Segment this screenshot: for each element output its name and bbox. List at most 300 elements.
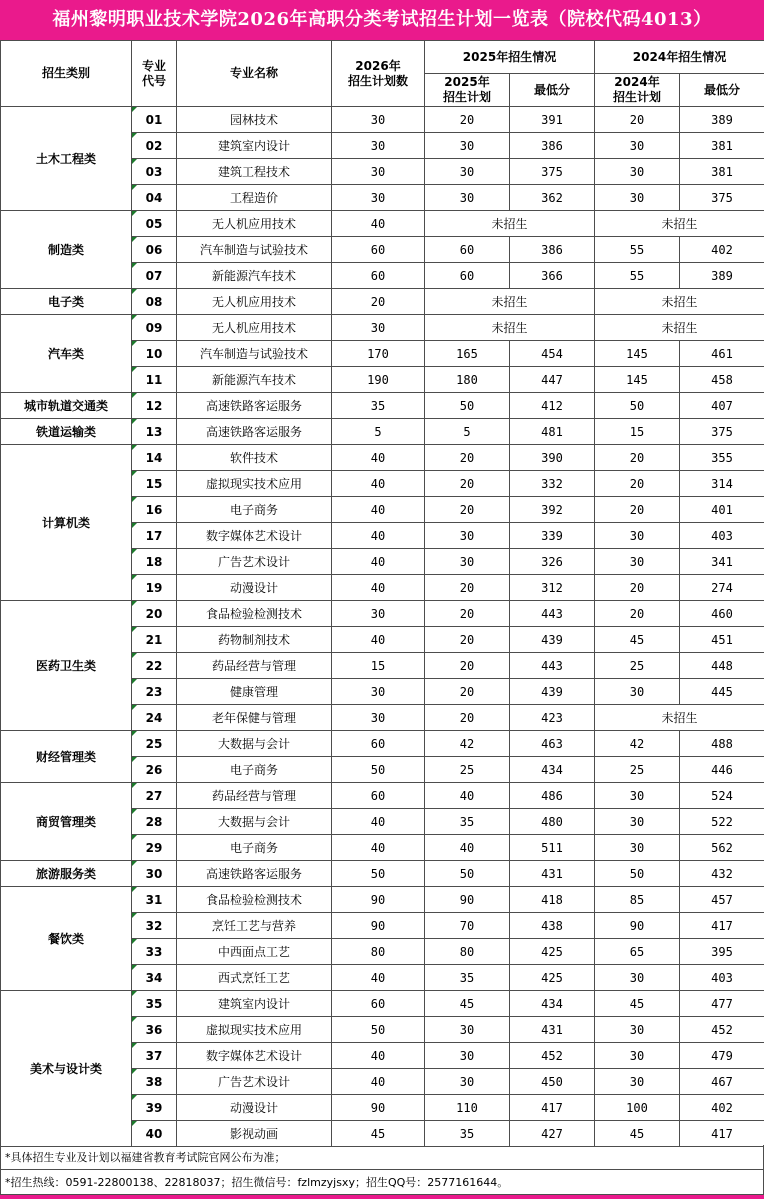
major-name: 电子商务 — [177, 757, 332, 783]
plan-2025: 30 — [425, 133, 510, 159]
min-score-2024: 402 — [680, 237, 764, 263]
min-score-2025: 412 — [510, 393, 595, 419]
not-enrolled-2024: 未招生 — [595, 211, 764, 237]
header-group-2025: 2025年招生情况 — [425, 41, 595, 74]
min-score-2024: 375 — [680, 185, 764, 211]
not-enrolled-2025: 未招生 — [425, 315, 595, 341]
header-group-2024: 2024年招生情况 — [595, 41, 764, 74]
major-code: 15 — [132, 471, 177, 497]
plan-2024: 30 — [595, 1069, 680, 1095]
table-body — [1, 107, 764, 1147]
plan-2026: 50 — [332, 757, 425, 783]
min-score-2025: 481 — [510, 419, 595, 445]
plan-2025: 20 — [425, 497, 510, 523]
plan-2025: 42 — [425, 731, 510, 757]
plan-2025: 30 — [425, 549, 510, 575]
plan-2026: 170 — [332, 341, 425, 367]
plan-2026: 40 — [332, 575, 425, 601]
major-code: 36 — [132, 1017, 177, 1043]
min-score-2024: 403 — [680, 965, 764, 991]
major-code: 11 — [132, 367, 177, 393]
major-name: 工程造价 — [177, 185, 332, 211]
min-score-2024: 451 — [680, 627, 764, 653]
plan-2026: 40 — [332, 445, 425, 471]
table-row — [1, 419, 764, 445]
category-cell: 电子类 — [1, 289, 132, 315]
plan-2025: 30 — [425, 1017, 510, 1043]
plan-2026: 20 — [332, 289, 425, 315]
major-code: 04 — [132, 185, 177, 211]
major-name: 影视动画 — [177, 1121, 332, 1147]
plan-2024: 30 — [595, 809, 680, 835]
min-score-2025: 463 — [510, 731, 595, 757]
major-name: 虚拟现实技术应用 — [177, 1017, 332, 1043]
plan-2024: 45 — [595, 991, 680, 1017]
plan-2024: 45 — [595, 1121, 680, 1147]
plan-2025: 40 — [425, 835, 510, 861]
min-score-2025: 392 — [510, 497, 595, 523]
plan-2024: 90 — [595, 913, 680, 939]
major-code: 35 — [132, 991, 177, 1017]
major-code: 08 — [132, 289, 177, 315]
plan-2026: 40 — [332, 627, 425, 653]
major-code: 07 — [132, 263, 177, 289]
plan-2024: 30 — [595, 133, 680, 159]
plan-2026: 30 — [332, 133, 425, 159]
plan-2025: 20 — [425, 575, 510, 601]
plan-2024: 20 — [595, 107, 680, 133]
major-code: 18 — [132, 549, 177, 575]
min-score-2025: 480 — [510, 809, 595, 835]
plan-2026: 35 — [332, 393, 425, 419]
plan-2024: 20 — [595, 575, 680, 601]
major-code: 30 — [132, 861, 177, 887]
min-score-2024: 417 — [680, 913, 764, 939]
plan-2025: 25 — [425, 757, 510, 783]
major-code: 33 — [132, 939, 177, 965]
plan-2026: 60 — [332, 263, 425, 289]
min-score-2024: 341 — [680, 549, 764, 575]
plan-2026: 40 — [332, 1043, 425, 1069]
min-score-2025: 386 — [510, 133, 595, 159]
category-cell: 计算机类 — [1, 445, 132, 601]
major-name: 中西面点工艺 — [177, 939, 332, 965]
not-enrolled-2024: 未招生 — [595, 315, 764, 341]
plan-2024: 30 — [595, 835, 680, 861]
major-name: 老年保健与管理 — [177, 705, 332, 731]
min-score-2025: 439 — [510, 627, 595, 653]
not-enrolled-2024: 未招生 — [595, 705, 764, 731]
plan-2025: 180 — [425, 367, 510, 393]
plan-2025: 20 — [425, 679, 510, 705]
major-name: 广告艺术设计 — [177, 549, 332, 575]
enrollment-table — [0, 40, 764, 1147]
footer-bar — [0, 1195, 764, 1199]
plan-2026: 90 — [332, 1095, 425, 1121]
plan-2024: 20 — [595, 601, 680, 627]
major-code: 02 — [132, 133, 177, 159]
min-score-2024: 522 — [680, 809, 764, 835]
min-score-2024: 407 — [680, 393, 764, 419]
plan-2025: 30 — [425, 1043, 510, 1069]
plan-2026: 40 — [332, 1069, 425, 1095]
major-name: 食品检验检测技术 — [177, 601, 332, 627]
major-name: 电子商务 — [177, 835, 332, 861]
plan-2026: 40 — [332, 835, 425, 861]
major-name: 建筑工程技术 — [177, 159, 332, 185]
plan-2026: 60 — [332, 731, 425, 757]
table-row — [1, 315, 764, 341]
major-name: 汽车制造与试验技术 — [177, 341, 332, 367]
table-row — [1, 601, 764, 627]
min-score-2025: 425 — [510, 939, 595, 965]
min-score-2025: 454 — [510, 341, 595, 367]
plan-2026: 30 — [332, 107, 425, 133]
category-cell: 铁道运输类 — [1, 419, 132, 445]
min-score-2024: 479 — [680, 1043, 764, 1069]
plan-2024: 30 — [595, 1043, 680, 1069]
major-name: 动漫设计 — [177, 1095, 332, 1121]
category-cell: 汽车类 — [1, 315, 132, 393]
plan-2024: 50 — [595, 861, 680, 887]
major-code: 03 — [132, 159, 177, 185]
min-score-2024: 381 — [680, 159, 764, 185]
plan-2024: 42 — [595, 731, 680, 757]
major-code: 31 — [132, 887, 177, 913]
plan-2026: 90 — [332, 913, 425, 939]
plan-2026: 40 — [332, 211, 425, 237]
min-score-2024: 448 — [680, 653, 764, 679]
major-name: 软件技术 — [177, 445, 332, 471]
plan-2026: 40 — [332, 549, 425, 575]
table-row — [1, 445, 764, 471]
table-row — [1, 783, 764, 809]
major-name: 高速铁路客运服务 — [177, 419, 332, 445]
major-code: 34 — [132, 965, 177, 991]
plan-2026: 5 — [332, 419, 425, 445]
plan-2025: 35 — [425, 1121, 510, 1147]
major-code: 20 — [132, 601, 177, 627]
plan-2024: 30 — [595, 159, 680, 185]
plan-2024: 100 — [595, 1095, 680, 1121]
plan-2026: 30 — [332, 679, 425, 705]
min-score-2025: 431 — [510, 861, 595, 887]
major-name: 药品经营与管理 — [177, 653, 332, 679]
min-score-2025: 326 — [510, 549, 595, 575]
category-cell: 美术与设计类 — [1, 991, 132, 1147]
min-score-2024: 395 — [680, 939, 764, 965]
plan-2025: 60 — [425, 237, 510, 263]
major-name: 汽车制造与试验技术 — [177, 237, 332, 263]
min-score-2024: 446 — [680, 757, 764, 783]
major-code: 26 — [132, 757, 177, 783]
header-major-name: 专业名称 — [177, 41, 332, 107]
category-cell: 医药卫生类 — [1, 601, 132, 731]
major-code: 37 — [132, 1043, 177, 1069]
plan-2024: 30 — [595, 523, 680, 549]
major-name: 大数据与会计 — [177, 731, 332, 757]
major-name: 建筑室内设计 — [177, 133, 332, 159]
plan-2024: 15 — [595, 419, 680, 445]
plan-2024: 145 — [595, 341, 680, 367]
plan-2024: 55 — [595, 263, 680, 289]
major-code: 32 — [132, 913, 177, 939]
min-score-2024: 458 — [680, 367, 764, 393]
plan-2025: 20 — [425, 601, 510, 627]
plan-2024: 145 — [595, 367, 680, 393]
min-score-2025: 443 — [510, 601, 595, 627]
plan-2025: 20 — [425, 471, 510, 497]
min-score-2025: 332 — [510, 471, 595, 497]
plan-2025: 40 — [425, 783, 510, 809]
min-score-2025: 486 — [510, 783, 595, 809]
major-name: 新能源汽车技术 — [177, 367, 332, 393]
min-score-2024: 488 — [680, 731, 764, 757]
min-score-2024: 403 — [680, 523, 764, 549]
min-score-2025: 450 — [510, 1069, 595, 1095]
major-code: 16 — [132, 497, 177, 523]
not-enrolled-2024: 未招生 — [595, 289, 764, 315]
plan-2026: 90 — [332, 887, 425, 913]
plan-2024: 30 — [595, 783, 680, 809]
header-code: 专业 代号 — [132, 41, 177, 107]
major-code: 29 — [132, 835, 177, 861]
major-name: 园林技术 — [177, 107, 332, 133]
plan-2025: 20 — [425, 627, 510, 653]
min-score-2024: 389 — [680, 107, 764, 133]
header-plan-2026: 2026年 招生计划数 — [332, 41, 425, 107]
major-code: 39 — [132, 1095, 177, 1121]
plan-2025: 20 — [425, 705, 510, 731]
min-score-2024: 562 — [680, 835, 764, 861]
plan-2024: 20 — [595, 445, 680, 471]
major-code: 22 — [132, 653, 177, 679]
min-score-2025: 447 — [510, 367, 595, 393]
min-score-2024: 432 — [680, 861, 764, 887]
plan-2025: 35 — [425, 809, 510, 835]
note-disclaimer: *具体招生专业及计划以福建省教育考试院官网公布为准； — [0, 1145, 764, 1170]
table-row — [1, 211, 764, 237]
major-name: 电子商务 — [177, 497, 332, 523]
plan-2025: 20 — [425, 445, 510, 471]
major-name: 大数据与会计 — [177, 809, 332, 835]
min-score-2024: 355 — [680, 445, 764, 471]
major-name: 健康管理 — [177, 679, 332, 705]
major-code: 10 — [132, 341, 177, 367]
notes — [0, 1145, 764, 1199]
table-row — [1, 861, 764, 887]
min-score-2025: 511 — [510, 835, 595, 861]
plan-2024: 50 — [595, 393, 680, 419]
major-code: 40 — [132, 1121, 177, 1147]
plan-2025: 30 — [425, 185, 510, 211]
major-code: 09 — [132, 315, 177, 341]
min-score-2025: 390 — [510, 445, 595, 471]
category-cell: 土木工程类 — [1, 107, 132, 211]
min-score-2025: 391 — [510, 107, 595, 133]
plan-2026: 45 — [332, 1121, 425, 1147]
plan-2025: 110 — [425, 1095, 510, 1121]
major-code: 13 — [132, 419, 177, 445]
major-name: 数字媒体艺术设计 — [177, 523, 332, 549]
plan-2024: 30 — [595, 549, 680, 575]
min-score-2025: 375 — [510, 159, 595, 185]
min-score-2024: 389 — [680, 263, 764, 289]
min-score-2024: 461 — [680, 341, 764, 367]
table-row — [1, 393, 764, 419]
major-code: 17 — [132, 523, 177, 549]
plan-2024: 20 — [595, 471, 680, 497]
plan-2026: 30 — [332, 315, 425, 341]
major-code: 05 — [132, 211, 177, 237]
plan-2026: 60 — [332, 783, 425, 809]
min-score-2024: 457 — [680, 887, 764, 913]
plan-2024: 55 — [595, 237, 680, 263]
min-score-2024: 375 — [680, 419, 764, 445]
plan-2025: 5 — [425, 419, 510, 445]
plan-2024: 20 — [595, 497, 680, 523]
min-score-2025: 427 — [510, 1121, 595, 1147]
plan-2024: 30 — [595, 1017, 680, 1043]
major-name: 药物制剂技术 — [177, 627, 332, 653]
category-cell: 餐饮类 — [1, 887, 132, 991]
min-score-2025: 434 — [510, 757, 595, 783]
min-score-2025: 438 — [510, 913, 595, 939]
plan-2026: 30 — [332, 705, 425, 731]
min-score-2025: 434 — [510, 991, 595, 1017]
header-min-2025: 最低分 — [510, 74, 595, 107]
not-enrolled-2025: 未招生 — [425, 289, 595, 315]
table-row — [1, 289, 764, 315]
table-row — [1, 107, 764, 133]
plan-2024: 25 — [595, 653, 680, 679]
plan-2025: 50 — [425, 393, 510, 419]
header-category: 招生类别 — [1, 41, 132, 107]
table-row — [1, 991, 764, 1017]
major-code: 19 — [132, 575, 177, 601]
plan-2025: 20 — [425, 653, 510, 679]
major-name: 虚拟现实技术应用 — [177, 471, 332, 497]
major-name: 动漫设计 — [177, 575, 332, 601]
min-score-2025: 417 — [510, 1095, 595, 1121]
category-cell: 财经管理类 — [1, 731, 132, 783]
major-code: 28 — [132, 809, 177, 835]
plan-2026: 190 — [332, 367, 425, 393]
plan-2025: 30 — [425, 1069, 510, 1095]
major-name: 新能源汽车技术 — [177, 263, 332, 289]
min-score-2024: 417 — [680, 1121, 764, 1147]
category-cell: 旅游服务类 — [1, 861, 132, 887]
min-score-2025: 439 — [510, 679, 595, 705]
min-score-2025: 452 — [510, 1043, 595, 1069]
major-name: 高速铁路客运服务 — [177, 861, 332, 887]
plan-2025: 70 — [425, 913, 510, 939]
min-score-2024: 452 — [680, 1017, 764, 1043]
page-title: 福州黎明职业技术学院2026年高职分类考试招生计划一览表（院校代码4013） — [0, 0, 764, 40]
min-score-2025: 339 — [510, 523, 595, 549]
plan-2024: 65 — [595, 939, 680, 965]
category-cell: 城市轨道交通类 — [1, 393, 132, 419]
not-enrolled-2025: 未招生 — [425, 211, 595, 237]
major-code: 06 — [132, 237, 177, 263]
major-code: 38 — [132, 1069, 177, 1095]
plan-2026: 60 — [332, 991, 425, 1017]
plan-2024: 30 — [595, 965, 680, 991]
major-name: 烹饪工艺与营养 — [177, 913, 332, 939]
major-name: 高速铁路客运服务 — [177, 393, 332, 419]
plan-2026: 40 — [332, 809, 425, 835]
min-score-2024: 402 — [680, 1095, 764, 1121]
note-contact: *招生热线：0591-22800138、22818037；招生微信号：fzlmzyjsxy；招生QQ号：2577161644。 — [0, 1170, 764, 1195]
category-cell: 制造类 — [1, 211, 132, 289]
major-name: 药品经营与管理 — [177, 783, 332, 809]
min-score-2025: 431 — [510, 1017, 595, 1043]
plan-2026: 40 — [332, 523, 425, 549]
plan-2026: 30 — [332, 185, 425, 211]
min-score-2025: 425 — [510, 965, 595, 991]
header-min-2024: 最低分 — [680, 74, 764, 107]
min-score-2024: 467 — [680, 1069, 764, 1095]
plan-2026: 40 — [332, 965, 425, 991]
major-code: 24 — [132, 705, 177, 731]
category-cell: 商贸管理类 — [1, 783, 132, 861]
plan-2025: 45 — [425, 991, 510, 1017]
plan-2024: 85 — [595, 887, 680, 913]
major-name: 无人机应用技术 — [177, 315, 332, 341]
min-score-2025: 312 — [510, 575, 595, 601]
major-code: 21 — [132, 627, 177, 653]
plan-2025: 90 — [425, 887, 510, 913]
plan-2025: 60 — [425, 263, 510, 289]
plan-2024: 45 — [595, 627, 680, 653]
plan-2026: 40 — [332, 497, 425, 523]
major-name: 建筑室内设计 — [177, 991, 332, 1017]
plan-2025: 20 — [425, 107, 510, 133]
min-score-2025: 443 — [510, 653, 595, 679]
plan-2026: 60 — [332, 237, 425, 263]
header-plan-2024: 2024年 招生计划 — [595, 74, 680, 107]
plan-2025: 30 — [425, 523, 510, 549]
plan-2026: 50 — [332, 1017, 425, 1043]
major-code: 12 — [132, 393, 177, 419]
min-score-2024: 445 — [680, 679, 764, 705]
min-score-2024: 314 — [680, 471, 764, 497]
table-row — [1, 887, 764, 913]
plan-2026: 15 — [332, 653, 425, 679]
plan-2024: 25 — [595, 757, 680, 783]
major-name: 无人机应用技术 — [177, 211, 332, 237]
plan-2026: 80 — [332, 939, 425, 965]
major-code: 23 — [132, 679, 177, 705]
major-code: 25 — [132, 731, 177, 757]
plan-2025: 50 — [425, 861, 510, 887]
major-code: 14 — [132, 445, 177, 471]
min-score-2024: 274 — [680, 575, 764, 601]
table-row — [1, 731, 764, 757]
major-name: 数字媒体艺术设计 — [177, 1043, 332, 1069]
header-plan-2025: 2025年 招生计划 — [425, 74, 510, 107]
major-name: 无人机应用技术 — [177, 289, 332, 315]
major-code: 27 — [132, 783, 177, 809]
min-score-2024: 524 — [680, 783, 764, 809]
plan-2025: 80 — [425, 939, 510, 965]
min-score-2025: 362 — [510, 185, 595, 211]
min-score-2024: 477 — [680, 991, 764, 1017]
plan-2024: 30 — [595, 679, 680, 705]
plan-2026: 30 — [332, 601, 425, 627]
major-name: 食品检验检测技术 — [177, 887, 332, 913]
min-score-2025: 366 — [510, 263, 595, 289]
